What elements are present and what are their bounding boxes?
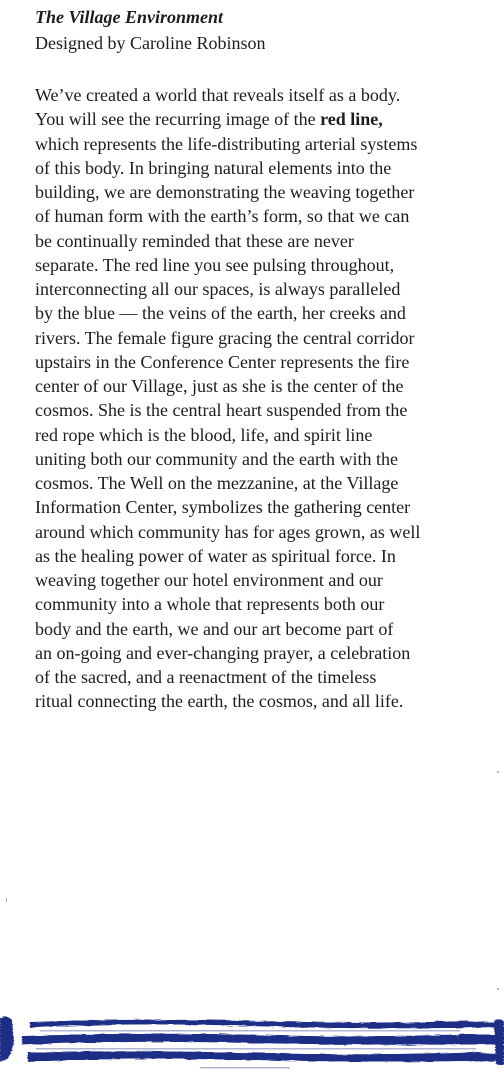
body-line-text: rivers. The female figure gracing the central corridor	[35, 327, 415, 348]
scan-speck	[497, 988, 499, 990]
scan-speck	[6, 898, 7, 902]
body-line-text: of this body. In bringing natural elements into the	[35, 157, 392, 178]
body-line	[35, 374, 504, 398]
body-line-text: weaving together our hotel environment and our	[35, 570, 383, 590]
body-line	[35, 617, 504, 641]
body-line	[35, 229, 504, 253]
body-line-text: which represents the life-distributing arterial systems	[35, 133, 418, 154]
designer-byline: Designed by Caroline Robinson	[35, 33, 266, 53]
body-line-text: body and the earth, we and our art become part of	[35, 618, 394, 639]
body-line-text: of human form with the earth’s form, so that we can	[35, 206, 410, 227]
body-line	[35, 641, 504, 665]
body-line	[35, 301, 504, 325]
body-line-text: community into a whole that represents both our	[35, 594, 385, 615]
body-line	[35, 204, 504, 228]
body-line	[35, 544, 504, 568]
body-line	[35, 180, 504, 204]
body-line	[35, 156, 504, 180]
body-line	[35, 398, 504, 422]
body-line-text: red rope which is the blood, life, and spirit line	[35, 424, 373, 445]
body-line-text: uniting both our community and the earth with the	[35, 448, 398, 469]
body-line-text: an on-going and ever-changing prayer, a celebration	[35, 642, 411, 663]
body-line	[35, 132, 504, 156]
body-line	[35, 520, 504, 544]
body-line	[35, 447, 504, 471]
stripe-top	[30, 1020, 500, 1029]
blue-stripe-border	[0, 1012, 504, 1074]
stripe-left-cap	[0, 1017, 14, 1062]
body-line-text: around which community has for ages grown, as well	[35, 521, 421, 542]
scan-speck	[497, 771, 499, 773]
body-line-text: be continually reminded that these are never	[35, 230, 354, 251]
body-line	[35, 495, 504, 519]
body-line	[35, 689, 504, 713]
body-line	[35, 471, 504, 495]
body-line	[35, 253, 504, 277]
body-line-text: cosmos. She is the central heart suspended from the	[35, 400, 408, 421]
body-line-text: by the blue — the veins of the earth, her creeks and	[35, 303, 406, 324]
body-line	[35, 423, 504, 447]
body-line-text: of the sacred, and a reenactment of the timeless	[35, 667, 377, 687]
body-line-text: ritual connecting the earth, the cosmos, and all life.	[35, 691, 404, 712]
body-line-text: upstairs in the Conference Center represents the fire	[35, 351, 410, 372]
stripe-bottom	[28, 1051, 504, 1062]
body-line	[35, 568, 504, 592]
body-line	[35, 277, 504, 301]
body-line-text: interconnecting all our spaces, is always paralleled	[35, 279, 401, 299]
body-line-text: separate. The red line you see pulsing throughout,	[35, 254, 395, 275]
body-line-text: Information Center, symbolizes the gathering center	[35, 497, 411, 518]
body-line-text: as the healing power of water as spiritual force. In	[35, 545, 396, 566]
body-line-text: We’ve created a world that reveals itself as a body.	[35, 85, 401, 105]
stripe-middle	[22, 1034, 504, 1045]
body-line	[35, 83, 504, 107]
body-line	[35, 107, 504, 131]
body-line	[35, 592, 504, 616]
emphasized-phrase: red line,	[320, 109, 383, 130]
body-paragraph	[35, 83, 504, 714]
page-title: The Village Environment	[35, 7, 224, 27]
body-line	[35, 350, 504, 374]
body-line-text: center of our Village, just as she is the center of the	[35, 376, 404, 396]
body-line-text: cosmos. The Well on the mezzanine, at the Village	[35, 473, 399, 493]
body-line	[35, 326, 504, 350]
body-line-text: building, we are demonstrating the weaving together	[35, 182, 415, 202]
body-line-text: You will see the recurring image of the	[35, 109, 321, 130]
body-line	[35, 665, 504, 689]
